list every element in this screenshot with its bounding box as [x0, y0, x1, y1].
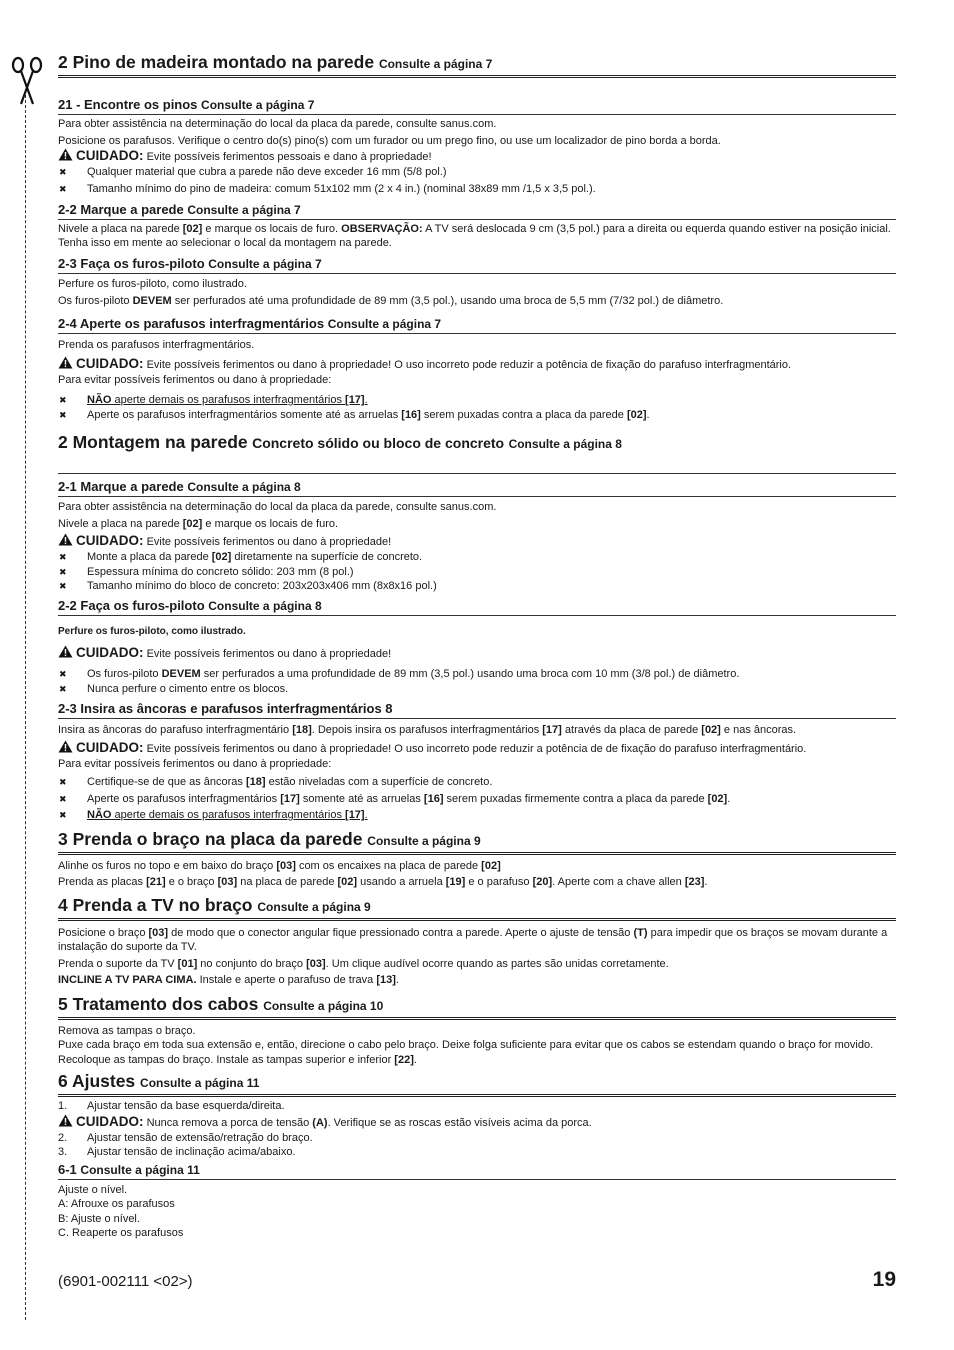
- numbered-list: [58, 1099, 896, 1114]
- list-item: ✖ Tamanho mínimo do pino de madeira: comum 51x102 mm (2 x 4 in.) (nominal 38x89 mm /1,5 x 3,5 pol.).: [59, 182, 596, 195]
- section-heading: 3 Prenda o braço na placa da parede Consulte a página 9: [58, 829, 896, 855]
- list-item: ✖ Tamanho mínimo do bloco de concreto: 203x203x406 mm (8x8x16 pol.): [59, 580, 437, 592]
- bullet-list: [58, 165, 896, 196]
- paragraph: Recoloque as tampas do braço. Instale as tampas superior e inferior [22].: [58, 1053, 417, 1066]
- cross-bullet-icon: ✖: [59, 793, 67, 804]
- paragraph: Para evitar possíveis ferimentos ou dano à propriedade:: [58, 373, 332, 386]
- paragraph: Perfure os furos-piloto, como ilustrado.: [58, 278, 247, 290]
- section-heading: 2 Montagem na parede Concreto sólido ou bloco de concreto Consulte a página 8: [58, 432, 896, 474]
- step-heading: 2-2 Faça os furos-piloto Consulte a página 8: [58, 598, 896, 616]
- list-item: 2. Ajustar tensão de extensão/retração do braço.: [58, 1131, 313, 1144]
- paragraph: Posicione o braço [03] de modo que o conector angular fique pressionado contra a parede. Aperte o ajuste de tensão (T) para impedir que os braços se movam durante a instalação do suporte da TV.: [58, 926, 888, 953]
- caution-note: CUIDADO: Nunca remova a porca de tensão (A). Verifique se as roscas estão visíveis acima da porca.: [58, 1114, 896, 1131]
- bullet-list: [58, 667, 896, 696]
- paragraph: B: Ajuste o nível.: [58, 1212, 140, 1225]
- warning-triangle-icon: [58, 1114, 73, 1127]
- paragraph: Remova as tampas o braço.: [58, 1024, 196, 1037]
- warning-triangle-icon: [58, 356, 73, 369]
- list-item: ✖ Os furos-piloto DEVEM ser perfurados a uma profundidade de 89 mm (3,5 pol.) usando uma broca com 10 mm (3/8 pol.) de diâmetro.: [59, 668, 740, 680]
- list-item: ✖ Qualquer material que cubra a parede não deve exceder 16 mm (5/8 pol.): [59, 166, 447, 178]
- caution-note: CUIDADO: Evite possíveis ferimentos ou dano à propriedade! O uso incorreto pode reduzir a potência de fixação do parafuso interfragmentário.: [58, 356, 896, 373]
- document-code: (6901-002111 <02>): [58, 1273, 193, 1290]
- cross-bullet-icon: ✖: [59, 683, 67, 694]
- list-item: ✖ NÃO aperte demais os parafusos interfragmentários [17].: [59, 809, 368, 821]
- list-item: ✖ Espessura mínima do concreto sólido: 203 mm (8 pol.): [59, 565, 354, 578]
- step-heading: 2-3 Faça os furos-piloto Consulte a página 7: [58, 256, 896, 274]
- step-heading: 2-3 Insira as âncoras e parafusos interfragmentários 8: [58, 701, 896, 719]
- list-item: ✖ Aperte os parafusos interfragmentários somente até as arruelas [16] serem puxadas contra a placa da parede [02].: [59, 408, 650, 421]
- list-item: 1. Ajustar tensão da base esquerda/direita.: [58, 1100, 285, 1112]
- scissors-icon: [10, 56, 44, 106]
- cross-bullet-icon: ✖: [59, 552, 67, 562]
- paragraph: C. Reaperte os parafusos: [58, 1227, 184, 1239]
- bullet-list: [58, 550, 896, 594]
- paragraph: Perfure os furos-piloto, como ilustrado.: [58, 625, 246, 637]
- cross-bullet-icon: ✖: [59, 409, 67, 420]
- paragraph: Para obter assistência na determinação do local da placa da parede, consulte sanus.com.: [58, 501, 497, 513]
- section-heading: 5 Tratamento dos cabos Consulte a página 10: [58, 994, 896, 1020]
- warning-triangle-icon: [58, 148, 73, 161]
- list-item: 3. Ajustar tensão de inclinação acima/abaixo.: [58, 1146, 296, 1158]
- caution-note: CUIDADO: Evite possíveis ferimentos ou dano à propriedade!: [58, 533, 896, 550]
- cross-bullet-icon: ✖: [59, 810, 67, 820]
- bullet-list: [58, 775, 896, 823]
- cross-bullet-icon: ✖: [59, 183, 67, 194]
- list-item: ✖ Nunca perfure o cimento entre os blocos.: [59, 682, 289, 695]
- paragraph: Para obter assistência na determinação do local da placa da parede, consulte sanus.com.: [58, 118, 497, 130]
- paragraph: Alinhe os furos no topo e em baixo do braço [03] com os encaixes na placa de parede [02]: [58, 859, 501, 872]
- warning-triangle-icon: [58, 533, 73, 546]
- cut-line: [25, 90, 26, 1320]
- paragraph: Nivele a placa na parede [02] e marque os locais de furo.: [58, 517, 339, 530]
- paragraph: INCLINE A TV PARA CIMA. Instale e aperte o parafuso de trava [13].: [58, 974, 399, 986]
- section-heading: 4 Prenda a TV no braço Consulte a página 9: [58, 895, 896, 921]
- warning-triangle-icon: [58, 740, 73, 753]
- section-heading: 6 Ajustes Consulte a página 11: [58, 1071, 896, 1097]
- cross-bullet-icon: ✖: [59, 395, 67, 405]
- cross-bullet-icon: ✖: [59, 669, 67, 679]
- list-item: ✖ NÃO aperte demais os parafusos interfragmentários [17].: [59, 394, 368, 406]
- paragraph: A: Afrouxe os parafusos: [58, 1198, 175, 1210]
- paragraph: Prenda as placas [21] e o braço [03] na placa de parede [02] usando a arruela [19] e o parafuso [20]. Aperte com a chave allen [23].: [58, 876, 708, 888]
- paragraph: Prenda os parafusos interfragmentários.: [58, 339, 255, 351]
- paragraph: Prenda o suporte da TV [01] no conjunto do braço [03]. Um clique audível ocorre quando as partes são unidas corretamente.: [58, 957, 669, 970]
- list-item: ✖ Certifique-se de que as âncoras [18] estão niveladas com a superfície de concreto.: [59, 776, 493, 788]
- list-item: ✖ Aperte os parafusos interfragmentários [17] somente até as arruelas [16] serem puxadas firmemente contra a placa da parede [02].: [59, 792, 731, 805]
- cross-bullet-icon: ✖: [59, 566, 67, 577]
- paragraph: Posicione os parafusos. Verifique o centro do(s) pino(s) com um furador ou um prego fino, ou use um localizador de pino borda a borda.: [58, 134, 721, 147]
- step-heading: 6-1 Consulte a página 11: [58, 1162, 896, 1180]
- cross-bullet-icon: ✖: [59, 167, 67, 177]
- step-heading: 2-1 Marque a parede Consulte a página 8: [58, 479, 896, 497]
- instructions-content: [58, 52, 896, 1241]
- caution-note: CUIDADO: Evite possíveis ferimentos pessoais e dano à propriedade!: [58, 148, 896, 165]
- caution-note: CUIDADO: Evite possíveis ferimentos ou dano à propriedade!: [58, 645, 896, 662]
- list-item: ✖ Monte a placa da parede [02] diretamente na superfície de concreto.: [59, 551, 423, 563]
- paragraph: Nivele a placa na parede [02] e marque os locais de furo. OBSERVAÇÃO: A TV será deslocada 9 cm (3,5 pol.) para a direita ou equerda quando estiver na posição inicial. Tenha isso em mente ao selecionar o local da montagem na parede.: [58, 223, 891, 249]
- bullet-list: [58, 393, 896, 422]
- page-number: 19: [872, 1268, 896, 1291]
- paragraph: Ajuste o nível.: [58, 1183, 128, 1196]
- paragraph: Os furos-piloto DEVEM ser perfurados até uma profundidade de 89 mm (3,5 pol.), usando uma broca de 5,5 mm (7/32 pol.) de diâmetro.: [58, 294, 724, 307]
- section-heading: 2 Pino de madeira montado na parede Consulte a página 7: [58, 52, 896, 78]
- paragraph: Para evitar possíveis ferimentos ou dano à propriedade:: [58, 757, 332, 770]
- cross-bullet-icon: ✖: [59, 777, 67, 787]
- warning-triangle-icon: [58, 645, 73, 658]
- caution-note: CUIDADO: Evite possíveis ferimentos ou dano à propriedade! O uso incorreto pode reduzir a potência de de fixação do parafuso interfragmentário.: [58, 740, 896, 757]
- step-heading: 2-4 Aperte os parafusos interfragmentários Consulte a página 7: [58, 316, 896, 334]
- paragraph: Insira as âncoras do parafuso interfragmentário [18]. Depois insira os parafusos interfragmentários [17] através da placa de parede [02] e nas âncoras.: [58, 724, 797, 736]
- numbered-list: [58, 1131, 896, 1160]
- paragraph: Puxe cada braço em toda sua extensão e, então, direcione o cabo pelo braço. Deixe folga suficiente para evitar que os cabos se estendam quando o braço for movido.: [58, 1039, 874, 1051]
- step-heading: 21 - Encontre os pinos Consulte a página 7: [58, 97, 896, 115]
- step-heading: 2-2 Marque a parede Consulte a página 7: [58, 202, 896, 220]
- cross-bullet-icon: ✖: [59, 581, 67, 591]
